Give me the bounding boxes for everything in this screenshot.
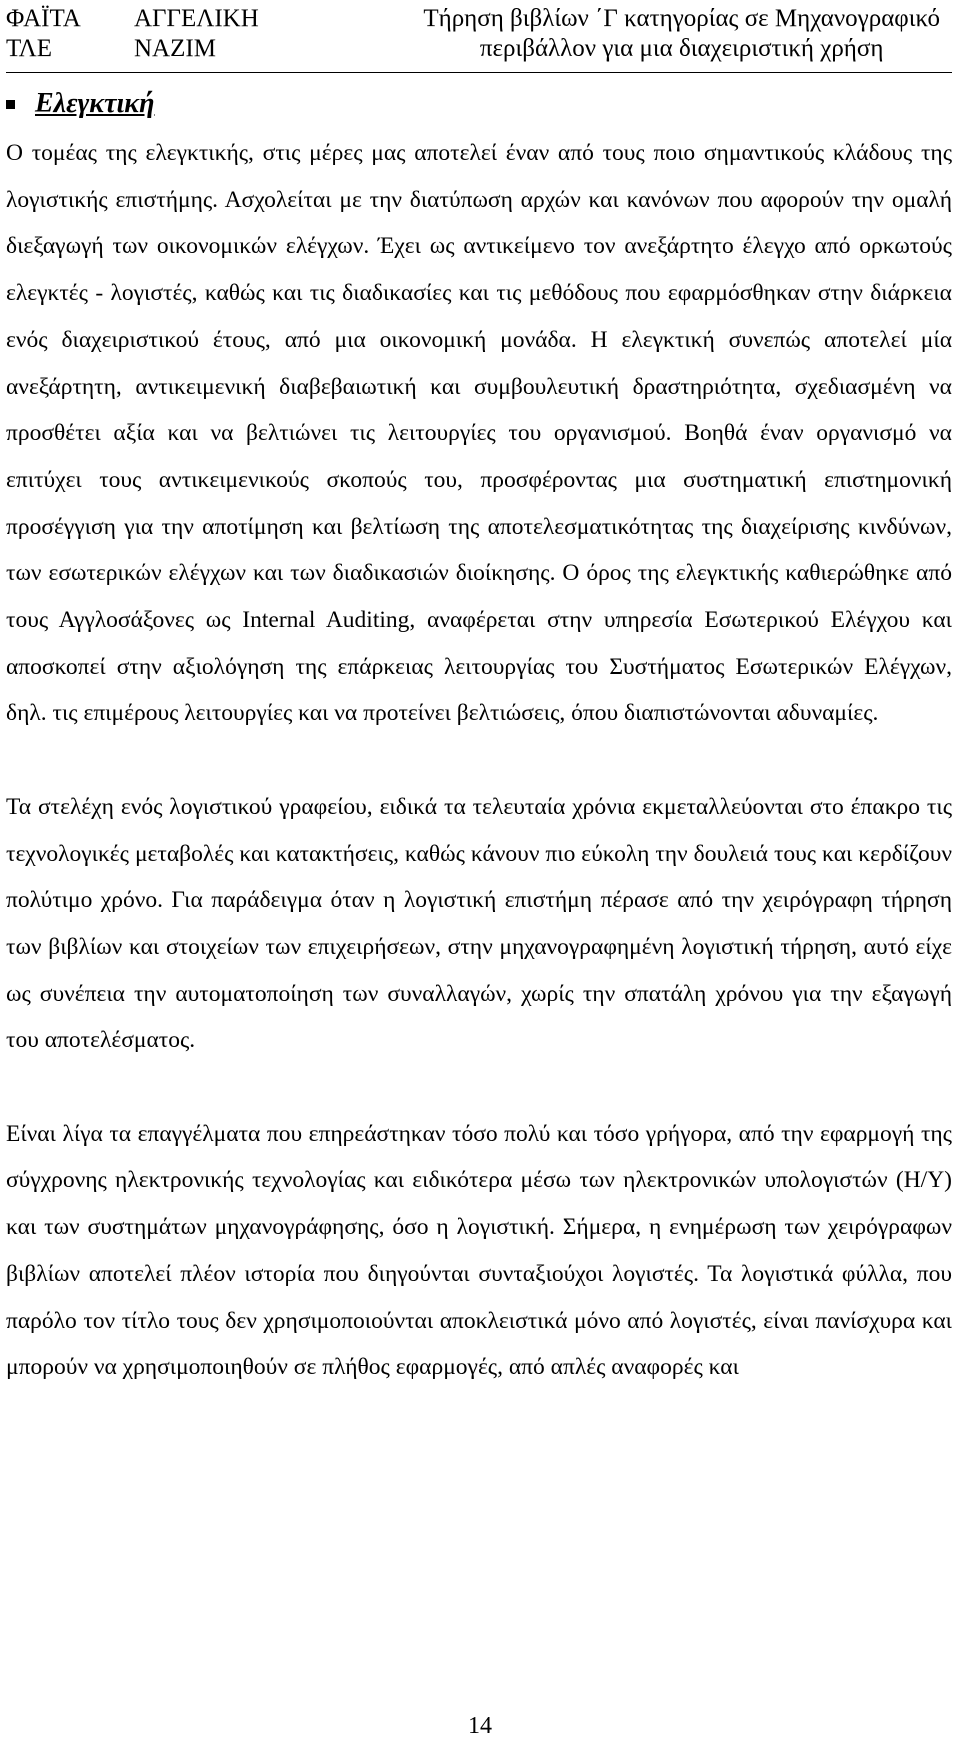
author-line-2 (6, 34, 259, 64)
header-divider (6, 72, 952, 73)
author-surname-1: ΦΑΪΤΑ (6, 5, 81, 32)
author-name-1: ΑΓΓΕΛΙΚΗ (134, 5, 259, 32)
header-title-line-2: περιβάλλον για μια διαχειριστική χρήση (479, 35, 884, 62)
section-heading (6, 84, 154, 124)
paragraph-2: Τα στελέχη ενός λογιστικού γραφείου, ειδικά τα τελευταία χρόνια εκμεταλλεύονται στο έπακρο τις τεχνολογικές μεταβολές και κατακτήσεις, καθώς κάνουν πιο εύκολη την δουλειά τους και κερδίζουν πολύτιμο χρόνο. Για παράδειγμα όταν η λογιστική επιστήμη πέρασε από την χειρόγραφη τήρηση των βιβλίων και στοιχείων των επιχειρήσεων, στην μηχανογραφημένη λογιστική τήρηση, αυτό είχε ως συνέπεια την αυτοματοποίηση των συναλλαγών, χωρίς την σπατάλη χρόνου για την εξαγωγή του αποτελέσματος. (6, 793, 952, 1054)
header-title-line-1: Τήρηση βιβλίων ΄Γ κατηγορίας σε Μηχανογραφικό (423, 5, 940, 32)
paragraph-3: Είναι λίγα τα επαγγέλματα που επηρεάστηκαν τόσο πολύ και τόσο γρήγορα, από την εφαρμογή της σύγχρονης ηλεκτρονικής τεχνολογίας και ειδικότερα μέσω των ηλεκτρονικών υπολογιστών (Η/Υ) και των συστημάτων μηχανογράφησης, όσο η λογιστική. Σήμερα, η ενημέρωση των χειρόγραφων βιβλίων αποτελεί πλέον ιστορία που διηγούνται συνταξιούχοι λογιστές. Τα λογιστικά φύλλα, που παρόλο τον τίτλο τους δεν χρησιμοποιούνται αποκλειστικά μόνο από λογιστές, είναι πανίσχυρα και μπορούν να χρησιμοποιηθούν σε πλήθος εφαρμογές, από απλές αναφορές και (6, 1120, 952, 1381)
author-line-1 (6, 4, 259, 34)
header-title (423, 4, 940, 64)
page-number: 14 (468, 1713, 492, 1739)
header-author (6, 4, 259, 64)
author-name-2: ΝΑΖΙΜ (134, 35, 216, 62)
body-text (6, 130, 952, 1438)
square-bullet-icon (6, 100, 15, 109)
section-title: Ελεγκτική (35, 88, 155, 119)
author-surname-2: ΤΛΕ (6, 35, 52, 62)
paragraph-1: Ο τομέας της ελεγκτικής, στις μέρες μας αποτελεί έναν από τους ποιο σημαντικούς κλάδους της λογιστικής επιστήμης. Ασχολείται με την διατύπωση αρχών και κανόνων που αφορούν την ομαλή διεξαγωγή των οικονομικών ελέγχων. Έχει ως αντικείμενο τον ανεξάρτητο έλεγχο από ορκωτούς ελεγκτές - λογιστές, καθώς και τις διαδικασίες και τις μεθόδους που εφαρμόσθηκαν στην διάρκεια ενός διαχειριστικού έτους, από μια οικονομική μονάδα. Η ελεγκτική συνεπώς αποτελεί μία ανεξάρτητη, αντικειμενική διαβεβαιωτική και συμβουλευτική δραστηριότητα, σχεδιασμένη να προσθέτει αξία και να βελτιώνει τις λειτουργίες του οργανισμού. Βοηθά έναν οργανισμό να επιτύχει τους αντικειμενικούς σκοπούς του, προσφέροντας μια συστηματική επιστημονική προσέγγιση για την αποτίμηση και βελτίωση της αποτελεσματικότητας της διαχείρισης κινδύνων, των εσωτερικών ελέγχων και των διαδικασιών διοίκησης. Ο όρος της ελεγκτικής καθιερώθηκε από τους Αγγλοσάξονες ως Internal Auditing, αναφέρεται στην υπηρεσία Εσωτερικού Ελέγχου και αποσκοπεί στην αξιολόγηση της επάρκειας λειτουργίας του Συστήματος Εσωτερικών Ελέγχων, δηλ. τις επιμέρους λειτουργίες και να προτείνει βελτιώσεις, όπου διαπιστώνονται αδυναμίες. (6, 140, 952, 727)
